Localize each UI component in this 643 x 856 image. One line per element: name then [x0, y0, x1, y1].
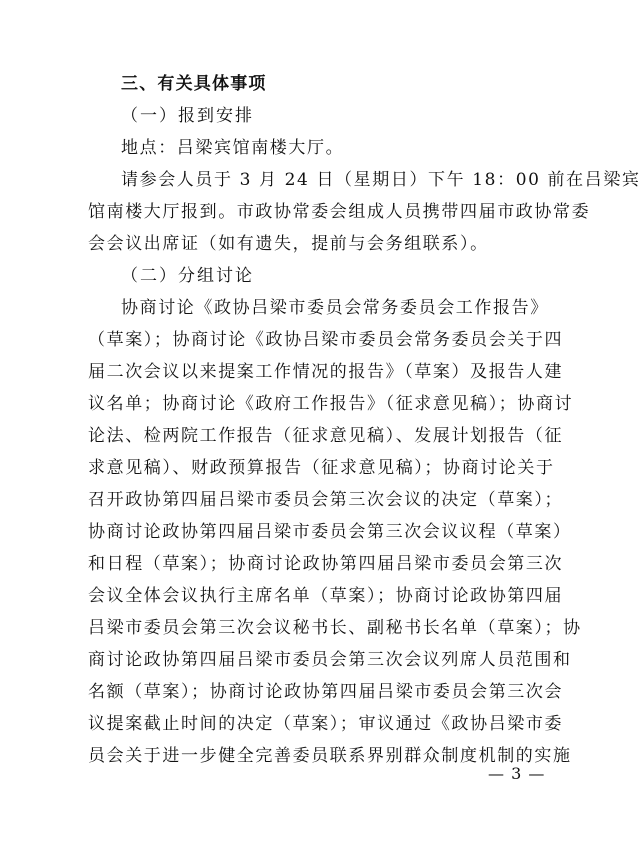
paragraph-line: 届二次会议以来提案工作情况的报告》（草案）及报告人建: [88, 362, 564, 382]
subsection-heading-discussion: （二）分组讨论: [121, 266, 254, 286]
paragraph-line: 会议全体会议执行主席名单（草案）；协商讨论政协第四届: [88, 586, 564, 606]
subsection-heading-registration: （一）报到安排: [121, 106, 254, 126]
paragraph-line: 论法、检两院工作报告（征求意见稿）、发展计划报告（征: [88, 426, 564, 446]
paragraph-line: 召开政协第四届吕梁市委员会第三次会议的决定（草案）；: [88, 490, 564, 510]
paragraph-line: 协商讨论《政协吕梁市委员会常务委员会工作报告》: [121, 298, 549, 318]
paragraph-line: （草案）；协商讨论《政协吕梁市委员会常务委员会关于四: [88, 330, 564, 350]
paragraph-line: 请参会人员于 3 月 24 日（星期日）下午 18：00 前在吕梁宾: [121, 170, 641, 190]
page-number: — 3 —: [488, 764, 546, 783]
paragraph-line: 求意见稿）、财政预算报告（征求意见稿）；协商讨论关于: [88, 458, 555, 478]
paragraph-line: 馆南楼大厅报到。市政协常委会组成人员携带四届市政协常委: [88, 202, 591, 222]
paragraph-line: 和日程（草案）；协商讨论政协第四届吕梁市委员会第三次: [88, 554, 564, 574]
paragraph-line: 员会关于进一步健全完善委员联系界别群众制度机制的实施: [88, 746, 572, 766]
location-line: 地点：吕梁宾馆南楼大厅。: [121, 138, 345, 158]
section-heading: 三、有关具体事项: [121, 74, 267, 94]
paragraph-line: 吕梁市委员会第三次会议秘书长、副秘书长名单（草案）；协: [88, 618, 582, 638]
paragraph-line: 协商讨论政协第四届吕梁市委员会第三次会议议程（草案）: [88, 522, 572, 542]
paragraph-line: 议名单；协商讨论《政府工作报告》（征求意见稿）；协商讨: [88, 394, 574, 414]
paragraph-line: 会会议出席证（如有遗失，提前与会务组联系）。: [88, 234, 489, 254]
paragraph-line: 名额（草案）；协商讨论政协第四届吕梁市委员会第三次会: [88, 682, 564, 702]
paragraph-line: 商讨论政协第四届吕梁市委员会第三次会议列席人员范围和: [88, 650, 572, 670]
document-body: [88, 68, 641, 772]
paragraph-line: 议提案截止时间的决定（草案）；审议通过《政协吕梁市委: [88, 714, 564, 734]
